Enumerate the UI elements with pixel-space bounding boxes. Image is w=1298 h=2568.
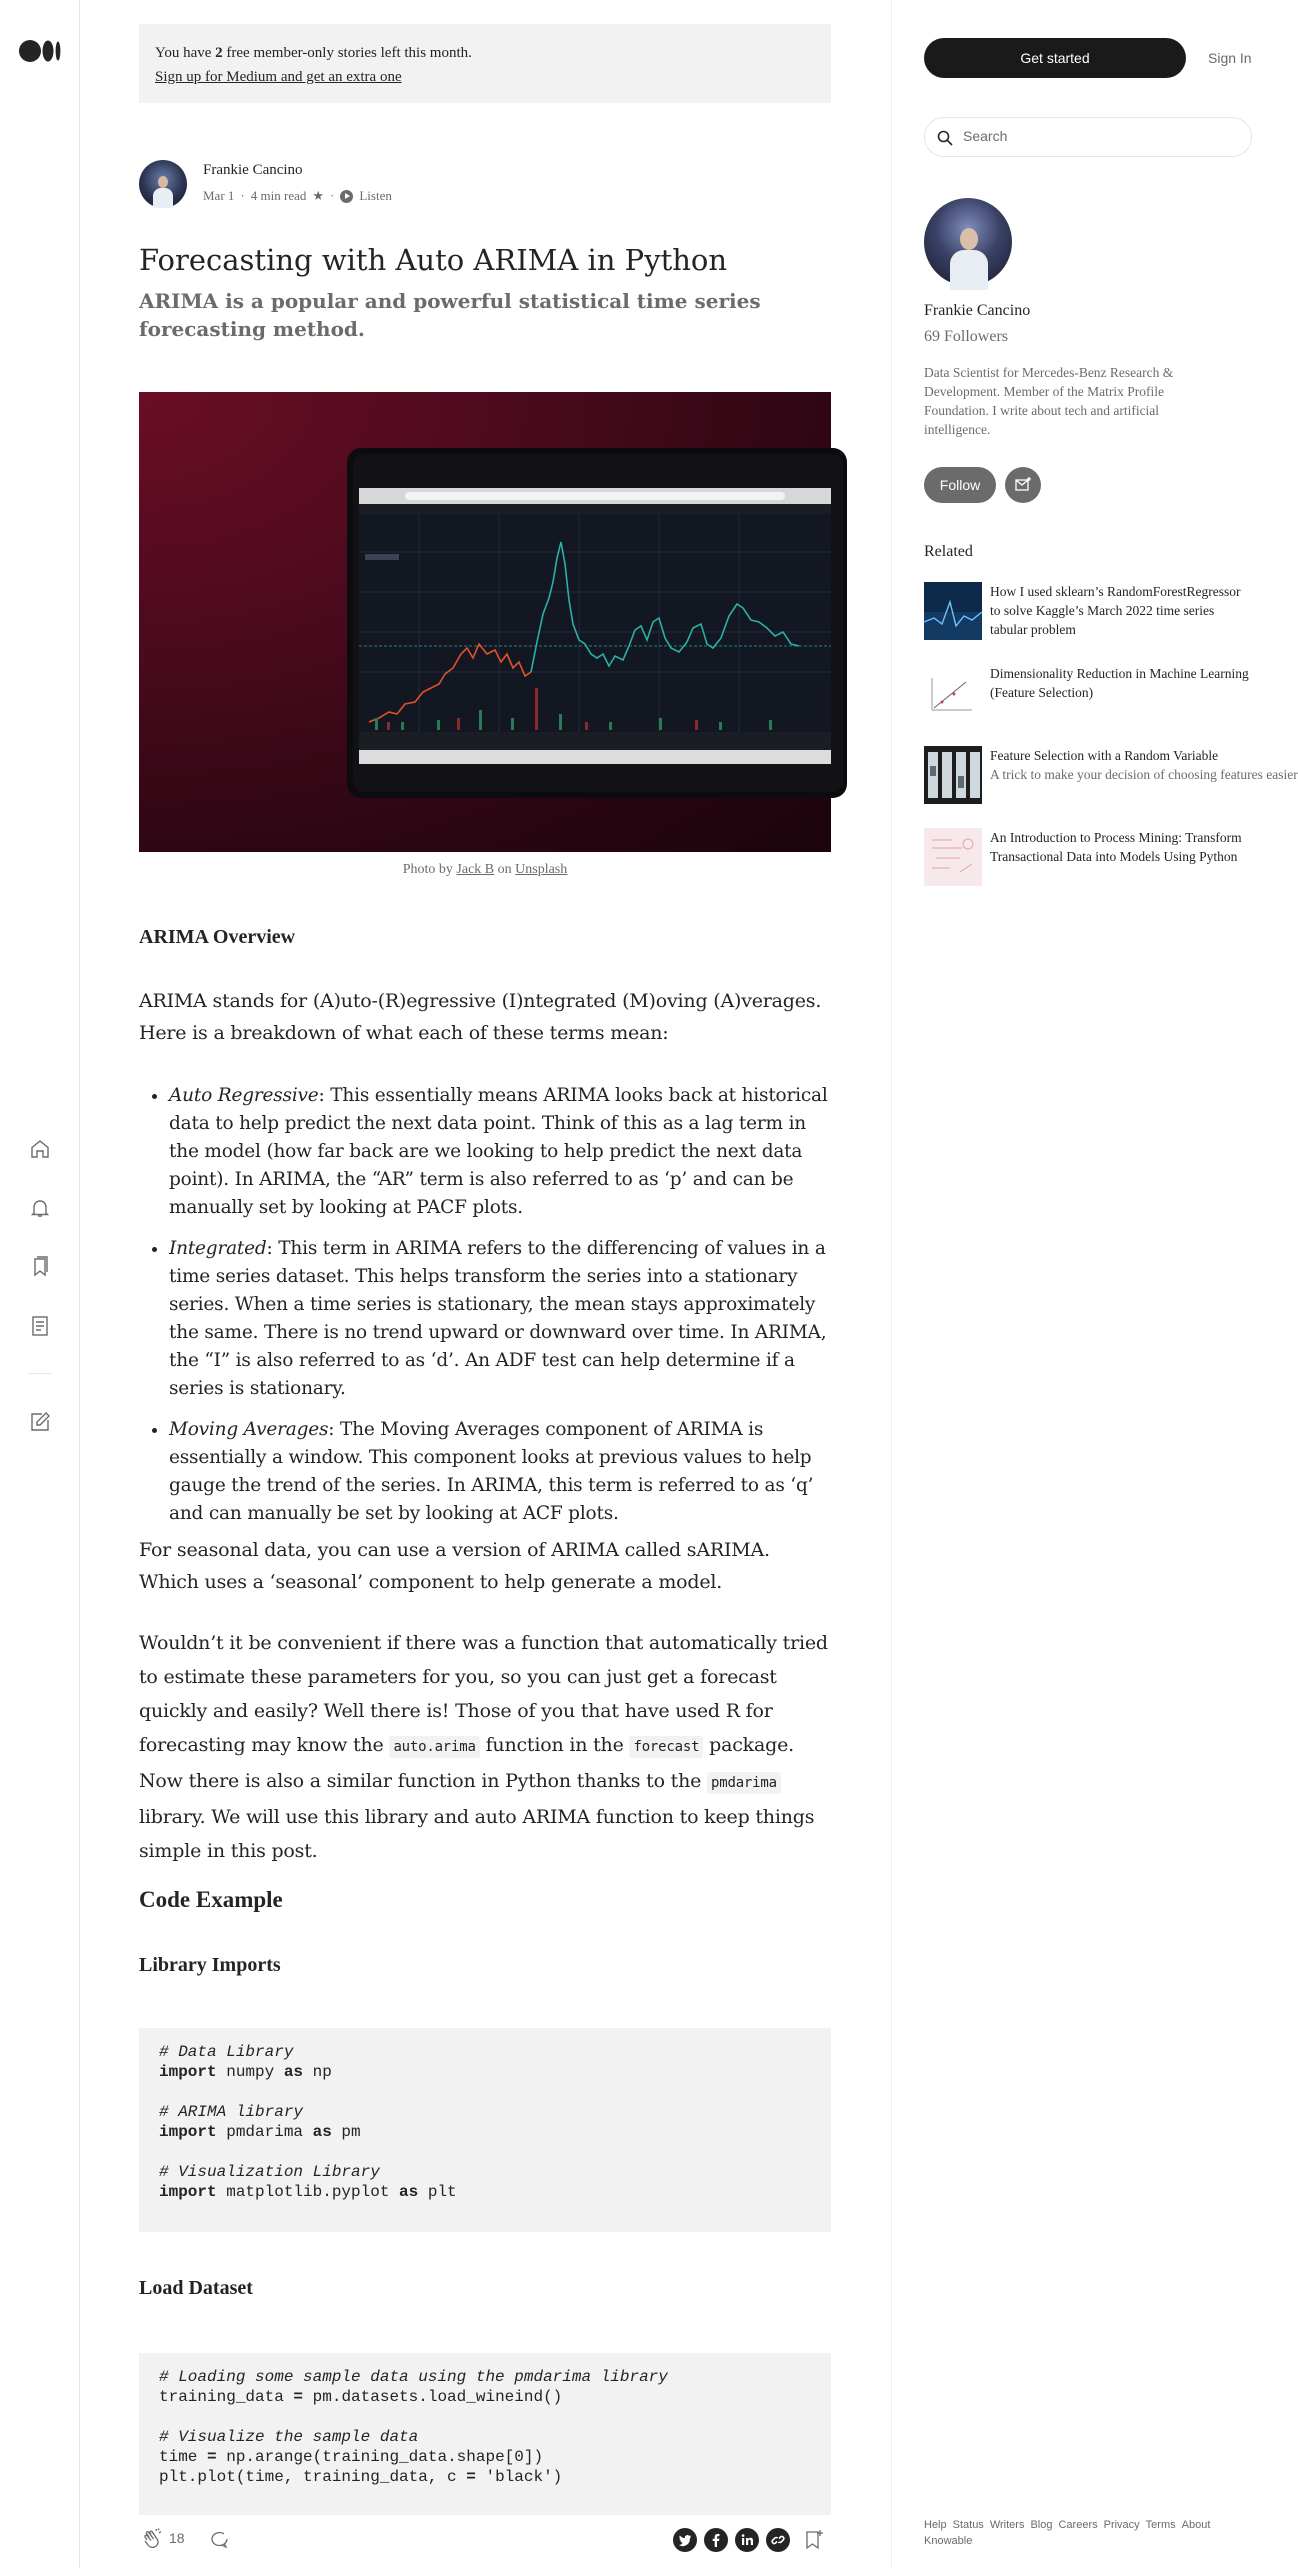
mail-plus-icon	[1014, 476, 1032, 494]
section-heading-imports: Library Imports	[139, 1954, 281, 1976]
code-text: np	[303, 2063, 332, 2081]
related-title-text: Feature Selection with a Random Variable	[990, 748, 1219, 763]
code-operator: =	[207, 2448, 217, 2466]
term-text: : This term in ARIMA refers to the differencing of values in a time series dataset. This helps transform the series into a stationary series. When a time series is stationary, the mean stays approximately the same. There is no trend upward or downward over time. In ARIMA, the “I” is also referred to as ‘d’. An ADF test can help determine if a series is stationary.	[169, 1238, 827, 1399]
profile-bio: Data Scientist for Mercedes-Benz Research & Development. Member of the Matrix Profile Foundation. I write about tech and artificial intelligence.	[924, 365, 1174, 437]
related-thumbnail	[924, 828, 982, 886]
related-title: An Introduction to Process Mining: Transform Transactional Data into Models Using Python	[990, 830, 1242, 864]
related-item[interactable]	[924, 828, 1254, 888]
bookmark-add-icon[interactable]	[803, 2528, 825, 2552]
get-started-button[interactable]: Get started	[924, 38, 1186, 78]
banner-count: 2	[215, 45, 223, 61]
code-text: time	[159, 2448, 208, 2466]
related-item[interactable]	[924, 664, 1254, 724]
article-subtitle: ARIMA is a popular and powerful statistical time series forecasting method.	[139, 289, 761, 341]
banner-prefix: You have	[155, 45, 216, 61]
caption-prefix: Photo by	[402, 862, 457, 877]
footer-link-knowable[interactable]: Knowable	[924, 2535, 973, 2547]
section-heading-load-dataset: Load Dataset	[139, 2277, 253, 2299]
code-comment: # Loading some sample data using the pmdarima library	[159, 2368, 668, 2386]
code-keyword: as	[283, 2063, 304, 2081]
twitter-icon[interactable]	[673, 2528, 697, 2552]
section-heading-code-example: Code Example	[139, 1887, 283, 1912]
footer-link-privacy[interactable]: Privacy	[1103, 2519, 1140, 2531]
stories-icon[interactable]	[28, 1314, 52, 1338]
meta-dot: ·	[240, 188, 245, 203]
footer-link-about[interactable]: About	[1181, 2519, 1211, 2531]
related-subtitle: A trick to make your decision of choosing features easier	[990, 767, 1298, 782]
terms-list	[139, 1082, 831, 1541]
related-item[interactable]	[924, 746, 1298, 806]
code-text: plt	[418, 2183, 457, 2201]
write-icon[interactable]	[28, 1410, 52, 1434]
image-caption	[139, 862, 831, 878]
related-thumbnail	[924, 582, 982, 640]
code-text: pmdarima	[216, 2123, 313, 2141]
code-text: numpy	[216, 2063, 284, 2081]
code-text: plt.plot(time, training_data, c	[159, 2468, 467, 2486]
article-action-bar	[139, 2520, 831, 2560]
member-star-icon: ★	[312, 188, 325, 203]
meta-dot: ·	[330, 188, 335, 203]
bell-icon[interactable]	[28, 1196, 52, 1220]
subscribe-email-button[interactable]	[1005, 467, 1041, 503]
comment-icon[interactable]	[209, 2529, 231, 2551]
search-box[interactable]	[924, 117, 1252, 157]
p3-text-a: Wouldn’t it be convenient if there was a function that automatically tried to estimate these parameters for you, so you can just get a forecast quickly and easily? Well there is! Those of you that have used R for forecasting may know the	[139, 1632, 828, 1756]
rail-divider	[28, 1373, 52, 1374]
article-meta	[203, 188, 392, 204]
paragraph-seasonal: For seasonal data, you can use a version of ARIMA called sARIMA. Which uses a ‘seasonal’ component to help generate a model.	[139, 1539, 770, 1593]
play-icon[interactable]	[340, 190, 353, 203]
medium-logo-icon[interactable]	[19, 40, 61, 62]
author-name[interactable]: Frankie Cancino	[203, 162, 303, 178]
inline-code: pmdarima	[707, 1772, 781, 1794]
hero-photo-illustration	[139, 392, 831, 852]
home-icon[interactable]	[28, 1137, 52, 1161]
section-heading-overview: ARIMA Overview	[139, 926, 296, 948]
related-title: How I used sklearn’s RandomForestRegressor to solve Kaggle’s March 2022 time series tabular problem	[990, 584, 1241, 637]
p3-text-d: library. We will use this library and auto ARIMA function to keep things simple in this post.	[139, 1806, 815, 1862]
p3-text-c: package. Now there is also a similar function in Python thanks to the	[139, 1734, 794, 1792]
term-text: : This essentially means ARIMA looks back at historical data to help predict the next data point. Think of this as a lag term in the model (how far back are we looking to help predict the next data point). In ARIMA, the “AR” term is also referred to as ‘p’ and can be manually set by looking at PACF plots.	[169, 1085, 828, 1218]
related-title	[990, 746, 1298, 784]
link-icon[interactable]	[766, 2528, 790, 2552]
footer-link-terms[interactable]: Terms	[1145, 2519, 1176, 2531]
code-block-imports[interactable]	[139, 2028, 831, 2232]
footer-links	[924, 2517, 1254, 2549]
caption-mid: on	[494, 862, 516, 877]
code-text: matplotlib.pyplot	[216, 2183, 400, 2201]
member-banner	[139, 24, 831, 103]
related-thumbnail	[924, 664, 982, 722]
read-time: 4 min read	[250, 188, 307, 203]
author-avatar[interactable]	[139, 160, 187, 208]
follow-button[interactable]: Follow	[924, 467, 996, 503]
code-text: training_data	[159, 2388, 294, 2406]
left-rail	[0, 0, 80, 2568]
related-title: Dimensionality Reduction in Machine Learning (Feature Selection)	[990, 666, 1249, 700]
article-title: Forecasting with Auto ARIMA in Python	[139, 243, 728, 277]
code-comment: # Data Library	[159, 2043, 294, 2061]
publish-date: Mar 1	[203, 188, 235, 203]
footer-link-careers[interactable]: Careers	[1058, 2519, 1098, 2531]
signup-link[interactable]: Sign up for Medium and get an extra one	[155, 69, 402, 85]
paragraph-intro: ARIMA stands for (A)uto-(R)egressive (I)ntegrated (M)oving (A)verages. Here is a breakdown of what each of these terms mean:	[139, 990, 822, 1044]
term-name: Auto Regressive	[169, 1085, 319, 1106]
search-input[interactable]	[963, 128, 1233, 144]
footer-link-writers[interactable]: Writers	[989, 2519, 1025, 2531]
author-row	[139, 160, 831, 208]
bookmarks-icon[interactable]	[28, 1255, 52, 1279]
clap-count: 18	[169, 2530, 185, 2546]
list-item	[169, 1235, 831, 1403]
code-comment: # Visualization Library	[159, 2163, 380, 2181]
footer-link-status[interactable]: Status	[952, 2519, 984, 2531]
inline-code: forecast	[629, 1736, 703, 1758]
code-keyword: as	[312, 2123, 332, 2141]
facebook-icon[interactable]	[704, 2528, 728, 2552]
p3-text-b: function in the	[479, 1734, 630, 1756]
list-item	[169, 1416, 831, 1528]
caption-source-link[interactable]: Unsplash	[515, 862, 568, 877]
related-heading: Related	[924, 543, 973, 560]
code-operator: =	[293, 2388, 304, 2406]
code-comment: # ARIMA library	[159, 2103, 304, 2121]
profile-avatar[interactable]	[924, 198, 1012, 286]
banner-suffix: free member-only stories left this month.	[222, 45, 472, 61]
code-text: pm.datasets.load_wineind()	[303, 2388, 563, 2406]
paragraph-auto-arima	[139, 1626, 831, 1868]
code-block-load[interactable]	[139, 2353, 831, 2515]
term-name: Integrated	[169, 1238, 267, 1259]
code-keyword: as	[399, 2183, 419, 2201]
banner-text	[155, 41, 815, 65]
code-text: np.arange(training_data.shape[0])	[216, 2448, 544, 2466]
linkedin-icon[interactable]	[735, 2528, 759, 2552]
hero-image	[139, 392, 831, 852]
code-keyword: import	[159, 2123, 217, 2141]
code-comment: # Visualize the sample data	[159, 2428, 419, 2446]
code-operator: =	[466, 2468, 476, 2486]
profile-name[interactable]: Frankie Cancino	[924, 302, 1031, 319]
term-name: Moving Averages	[169, 1419, 329, 1440]
footer-link-help[interactable]: Help	[924, 2519, 947, 2531]
caption-author-link[interactable]: Jack B	[456, 862, 495, 877]
code-text: 'black')	[475, 2468, 563, 2486]
search-icon	[937, 130, 953, 146]
list-item	[169, 1082, 831, 1222]
right-sidebar	[891, 0, 1298, 2568]
code-keyword: import	[159, 2183, 217, 2201]
related-thumbnail	[924, 746, 982, 804]
code-keyword: import	[159, 2063, 217, 2081]
follower-count[interactable]: 69 Followers	[924, 328, 1008, 345]
related-item[interactable]	[924, 582, 1254, 642]
inline-code: auto.arima	[389, 1736, 479, 1758]
listen-button[interactable]: Listen	[359, 188, 392, 203]
code-text: pm	[331, 2123, 361, 2141]
term-text: : The Moving Averages component of ARIMA is essentially a window. This component looks at previous values to help gauge the trend of the series. In ARIMA, this term is referred to as ‘q’ and can manually be set by looking at ACF plots.	[169, 1419, 814, 1524]
clap-icon[interactable]	[141, 2528, 163, 2550]
footer-link-blog[interactable]: Blog	[1030, 2519, 1053, 2531]
sign-in-link[interactable]: Sign In	[1208, 50, 1252, 66]
